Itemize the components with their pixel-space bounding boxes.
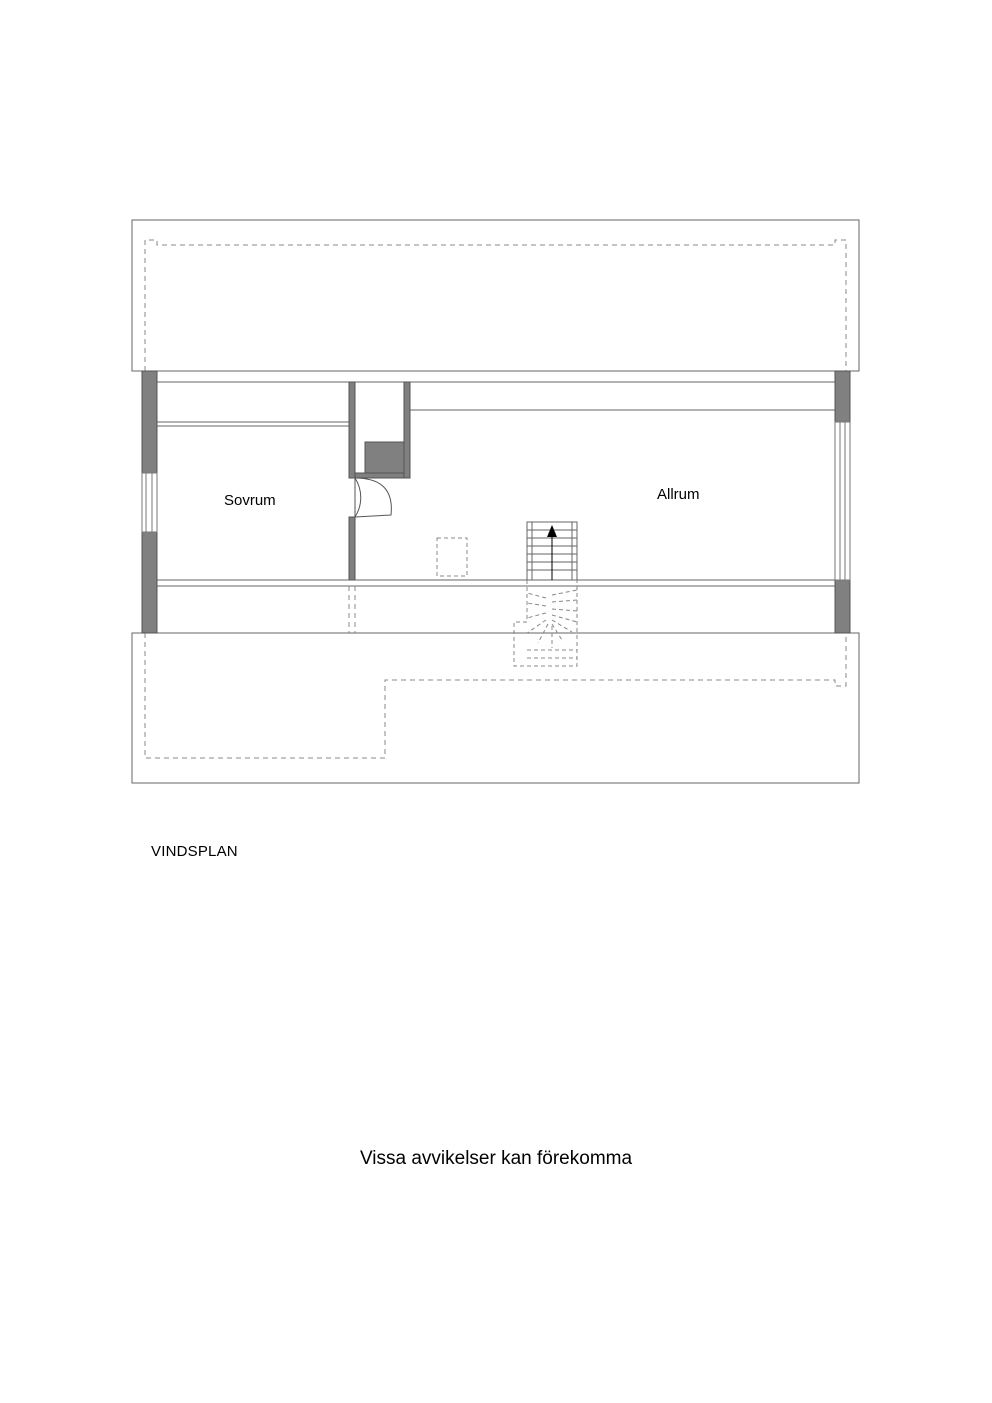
disclaimer-text: Vissa avvikelser kan förekomma [359, 1148, 633, 1169]
room-label-allrum: Allrum [657, 486, 700, 503]
window-left [142, 473, 157, 532]
staircase-below [514, 580, 577, 666]
window-right [835, 422, 850, 580]
attic-hatch [437, 538, 467, 576]
roof-top-dashed [145, 240, 846, 371]
chimney [365, 442, 404, 473]
door-swing [355, 478, 391, 517]
roof-bottom-dashed [145, 633, 846, 758]
stair-arrow [547, 525, 557, 580]
roof-bottom [132, 633, 859, 783]
roof-top [132, 220, 859, 371]
room-label-sovrum: Sovrum [224, 492, 276, 509]
partition-wall [349, 382, 410, 580]
partition-dashed [349, 586, 355, 633]
plan-title: VINDSPLAN [151, 843, 238, 860]
